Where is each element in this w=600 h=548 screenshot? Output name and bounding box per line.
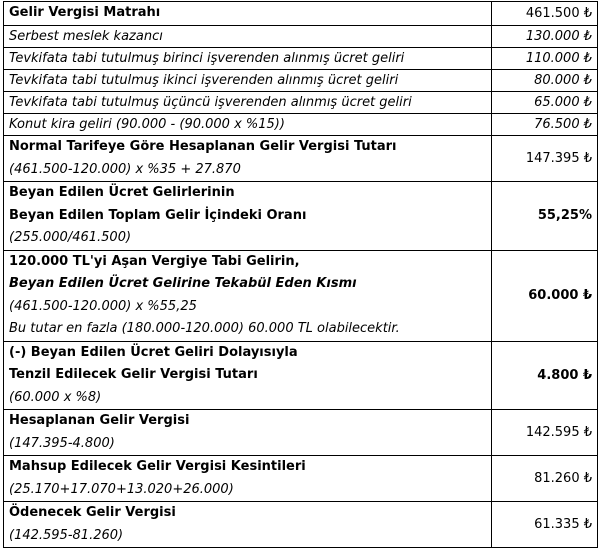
payable-tax-title: Ödenecek Gelir Vergisi — [9, 505, 176, 520]
desc-cell — [4, 182, 492, 251]
first-employer-wage-amount: 110.000 ₺ — [492, 48, 598, 70]
third-employer-wage-amount: 65.000 ₺ — [492, 92, 598, 114]
offset-withholdings-amount: 81.260 ₺ — [492, 456, 598, 502]
excess-income-title-1: 120.000 TL'yi Aşan Vergiye Tabi Gelirin, — [9, 253, 300, 269]
excess-income-amount: 60.000 ₺ — [492, 250, 598, 341]
row-excess-income-portion — [4, 250, 598, 341]
second-employer-wage-label: Tevkifata tabi tutulmuş ikinci işverenden alınmış ücret geliri — [9, 73, 399, 88]
desc-cell — [4, 70, 492, 92]
desc-cell — [4, 136, 492, 182]
excess-income-note: Bu tutar en fazla (180.000-120.000) 60.000 TL olabilecektir. — [9, 321, 400, 336]
deductible-tax-formula: (60.000 x %8) — [9, 389, 102, 405]
offset-withholdings-title: Mahsup Edilecek Gelir Vergisi Kesintileri — [9, 459, 306, 474]
tax-calculation-table — [3, 1, 598, 548]
tax-base-amount: 461.500 ₺ — [492, 2, 598, 26]
wage-income-ratio-title-1: Beyan Edilen Ücret Gelirlerinin — [9, 185, 235, 200]
row-payable-tax — [4, 502, 598, 548]
rent-income-label: Konut kira geliri (90.000 - (90.000 x %15)) — [9, 117, 285, 132]
desc-cell — [4, 250, 492, 341]
deductible-tax-title-2: Tenzil Edilecek Gelir Vergisi Tutarı — [9, 367, 258, 382]
desc-cell — [4, 48, 492, 70]
offset-withholdings-formula: (25.170+17.070+13.020+26.000) — [9, 481, 234, 497]
rent-income-amount: 76.500 ₺ — [492, 114, 598, 136]
desc-cell — [4, 2, 492, 26]
deductible-tax-amount: 4.800 ₺ — [492, 341, 598, 410]
wage-income-ratio-formula: (255.000/461.500) — [9, 230, 132, 245]
row-tax-base — [4, 2, 598, 26]
desc-cell — [4, 456, 492, 502]
first-employer-wage-label: Tevkifata tabi tutulmuş birinci işverenden alınmış ücret geliri — [9, 51, 405, 66]
normal-tariff-tax-formula: (461.500-120.000) x %35 + 27.870 — [9, 161, 241, 177]
wage-income-ratio-amount: 55,25% — [492, 182, 598, 251]
row-wage-income-ratio — [4, 182, 598, 251]
desc-cell — [4, 502, 492, 548]
row-first-employer-wage — [4, 48, 598, 70]
excess-income-formula: (461.500-120.000) x %55,25 — [9, 298, 197, 314]
row-calculated-tax — [4, 410, 598, 456]
row-freelance-income — [4, 26, 598, 48]
desc-cell — [4, 341, 492, 410]
row-offset-withholdings — [4, 456, 598, 502]
desc-cell — [4, 26, 492, 48]
row-deductible-tax — [4, 341, 598, 410]
normal-tariff-tax-amount: 147.395 ₺ — [492, 136, 598, 182]
normal-tariff-tax-title: Normal Tarifeye Göre Hesaplanan Gelir Vergisi Tutarı — [9, 139, 397, 154]
tax-base-label: Gelir Vergisi Matrahı — [9, 5, 161, 21]
desc-cell — [4, 410, 492, 456]
deductible-tax-title-1: (-) Beyan Edilen Ücret Geliri Dolayısıyla — [9, 344, 298, 360]
calculated-tax-amount: 142.595 ₺ — [492, 410, 598, 456]
calculated-tax-title: Hesaplanan Gelir Vergisi — [9, 413, 190, 428]
excess-income-title-2: Beyan Edilen Ücret Gelirine Tekabül Eden Kısmı — [9, 276, 357, 291]
row-rent-income — [4, 114, 598, 136]
calculated-tax-formula: (147.395-4.800) — [9, 435, 115, 451]
row-normal-tariff-tax — [4, 136, 598, 182]
payable-tax-formula: (142.595-81.260) — [9, 527, 124, 543]
row-second-employer-wage — [4, 70, 598, 92]
freelance-income-amount: 130.000 ₺ — [492, 26, 598, 48]
desc-cell — [4, 92, 492, 114]
wage-income-ratio-title-2: Beyan Edilen Toplam Gelir İçindeki Oranı — [9, 207, 307, 223]
desc-cell — [4, 114, 492, 136]
row-third-employer-wage — [4, 92, 598, 114]
second-employer-wage-amount: 80.000 ₺ — [492, 70, 598, 92]
freelance-income-label: Serbest meslek kazancı — [9, 29, 163, 44]
third-employer-wage-label: Tevkifata tabi tutulmuş üçüncü işverenden alınmış ücret geliri — [9, 95, 412, 110]
payable-tax-amount: 61.335 ₺ — [492, 502, 598, 548]
